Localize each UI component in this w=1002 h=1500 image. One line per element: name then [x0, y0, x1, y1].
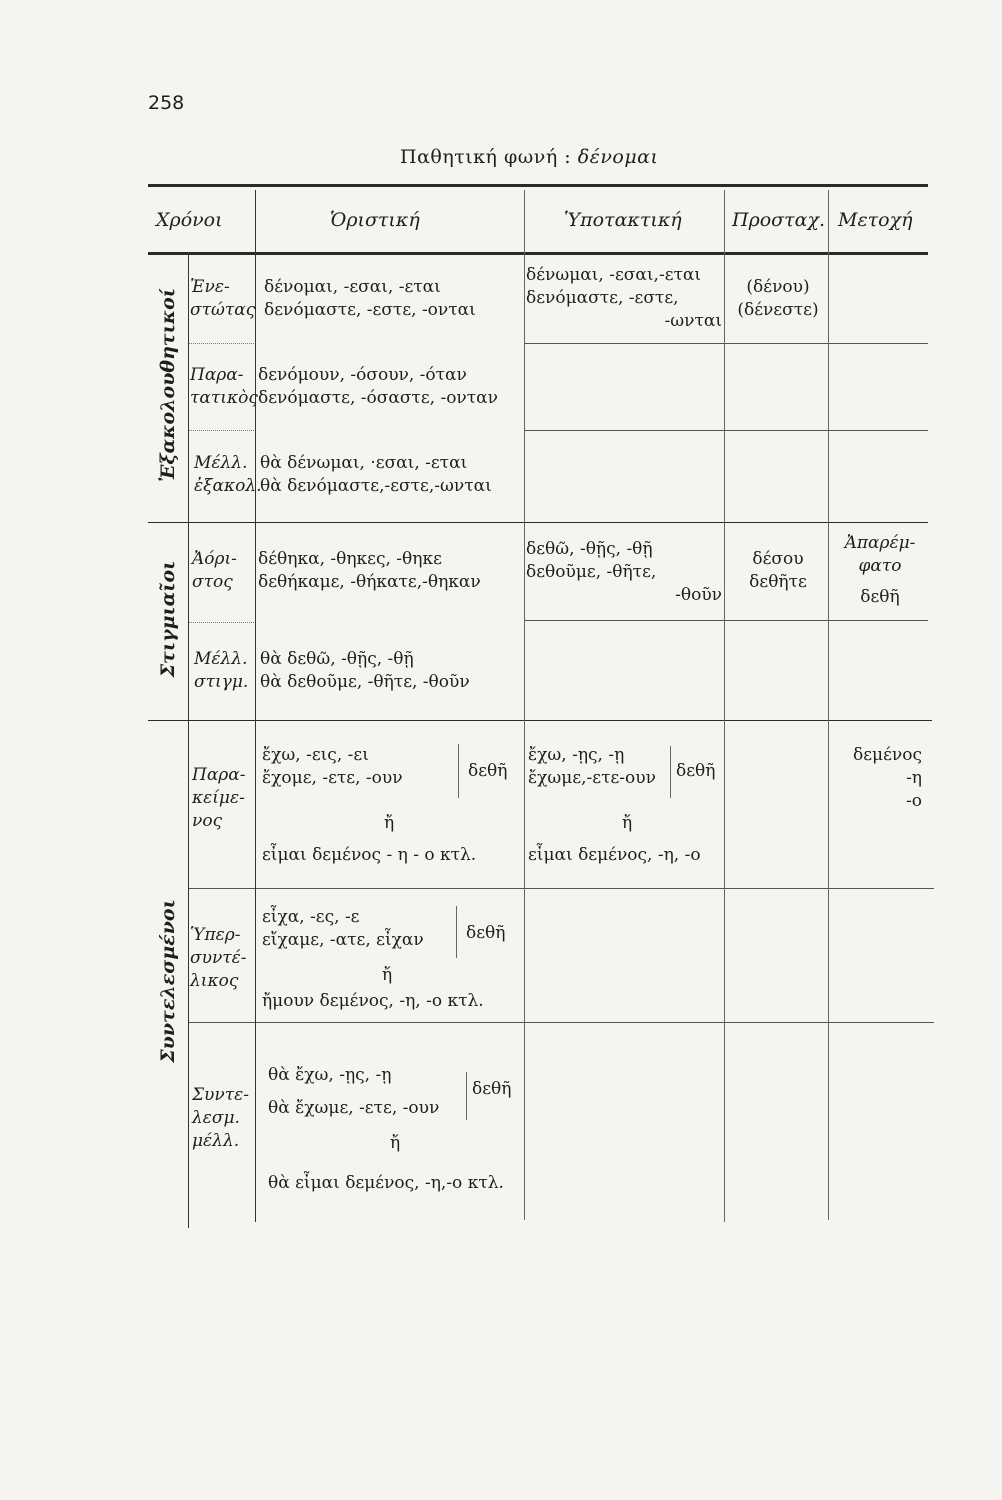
- row-sep: [188, 888, 934, 889]
- form-line: θὰ ἔχωμε, -ετε, -ουν: [268, 1098, 440, 1118]
- form-line: ἔχομε, -ετε, -ουν: [262, 768, 403, 788]
- form-line: δεθῶ, -θῇς, -θῇ: [526, 539, 653, 559]
- form-line: δενόμουν, -όσουν, -όταν: [258, 365, 467, 385]
- brace-rule: [458, 744, 459, 798]
- tense-perfect: [192, 764, 246, 833]
- tense-line: Ἀόρι-: [192, 549, 237, 569]
- row-sep: [524, 430, 928, 431]
- header-imperative: Προσταχ.: [732, 209, 826, 231]
- form-line: δένωμαι, -εσαι,-εται: [526, 265, 702, 285]
- form-line: δενόμαστε, -όσαστε, -ονταν: [258, 388, 498, 408]
- page-number: 258: [148, 92, 185, 114]
- form-line: δένομαι, -εσαι, -εται: [264, 277, 441, 297]
- brace-rule: [466, 1072, 467, 1120]
- header-indicative: Ὁριστική: [330, 209, 420, 231]
- tense-line: στιγμ.: [194, 672, 249, 692]
- pluperfect-indicative-or: ἤ: [382, 965, 393, 985]
- tense-line: λικος: [190, 971, 239, 991]
- participle-form: -ο: [906, 791, 922, 811]
- participle-form: δεμένος: [853, 745, 922, 765]
- tense-future-continuous: [194, 452, 262, 498]
- tense-aorist: [192, 548, 237, 594]
- tense-line: νος: [192, 811, 223, 831]
- tense-line: κείμε-: [192, 788, 245, 808]
- pluperfect-indicative-participle: δεθῆ: [466, 923, 506, 943]
- perfect-subjunctive-participle: δεθῆ: [676, 761, 716, 781]
- aorist-participle: [830, 532, 930, 609]
- form-line: -ωνται: [664, 311, 722, 331]
- row-sep: [524, 343, 928, 344]
- tense-line: συντέ-: [190, 948, 247, 968]
- title-verb: δένομαι: [577, 146, 659, 168]
- imperative-col-rule: [828, 190, 829, 1220]
- future-perfect-indicative-participle: δεθῆ: [472, 1079, 512, 1099]
- future-momentary-indicative: [260, 648, 470, 694]
- form-line: δενόμαστε, -εστε, -ονται: [264, 300, 476, 320]
- dotted-sep: [188, 622, 254, 623]
- form-line: δεθήκαμε, -θήκατε,-θηκαν: [258, 572, 481, 592]
- group-col-rule: [188, 252, 189, 1228]
- table-top-rule: [148, 184, 928, 187]
- aorist-imperative: [728, 548, 828, 594]
- header-tenses: Χρόνοι: [156, 209, 223, 231]
- header-participle: Μετοχή: [838, 209, 913, 231]
- form-line: θὰ ἔχω, -ῃς, -ῃ: [268, 1065, 392, 1085]
- perfect-subjunctive-alt: εἶμαι δεμένος, -η, -ο: [528, 845, 701, 865]
- form-line: θὰ δενόμαστε,-εστε,-ωνται: [260, 476, 492, 496]
- form-line: εἴχαμε, -ατε, εἶχαν: [262, 930, 424, 950]
- tense-line: Μέλλ.: [194, 453, 248, 473]
- imperfect-indicative: [258, 364, 498, 410]
- form-line: θὰ δεθοῦμε, -θῆτε, -θοῦν: [260, 672, 470, 692]
- tense-line: Συντε-: [192, 1085, 249, 1105]
- form-line: δεθοῦμε, -θῆτε,: [526, 562, 657, 582]
- tense-line: μέλλ.: [192, 1131, 240, 1151]
- perfect-indicative-participle: δεθῆ: [468, 761, 508, 781]
- tense-line: λεσμ.: [192, 1108, 240, 1128]
- tense-line: Μέλλ.: [194, 649, 248, 669]
- future-perfect-indicative-or: ἤ: [390, 1133, 401, 1153]
- form-line: δεθῆτε: [749, 572, 807, 592]
- future-perfect-indicative-alt: θὰ εἶμαι δεμένος, -η,-ο κτλ.: [268, 1173, 504, 1193]
- tense-line: Παρα-: [190, 365, 244, 385]
- present-subjunctive: [526, 264, 722, 333]
- tense-line: στώτας: [190, 300, 256, 320]
- future-continuous-indicative: [260, 452, 492, 498]
- perfect-indicative-or: ἤ: [384, 813, 395, 833]
- tense-line: Παρα-: [192, 765, 246, 785]
- tense-col-rule: [255, 190, 256, 1222]
- tense-future-momentary: [194, 648, 248, 694]
- form-line: δέθηκα, -θηκες, -θηκε: [258, 549, 442, 569]
- page-title: [400, 146, 658, 168]
- header-rule: [148, 252, 928, 255]
- header-subjunctive: Ὑποτακτική: [564, 209, 682, 231]
- title-text: Παθητική φωνή :: [400, 146, 578, 168]
- tense-line: ἐξακολ.: [194, 476, 262, 496]
- tense-future-perfect: [192, 1084, 249, 1153]
- tense-line: στος: [192, 572, 233, 592]
- tense-line: τατικὸς: [190, 388, 258, 408]
- form-line: ἔχω, -εις, -ει: [262, 745, 369, 765]
- form-line: (δένου): [746, 277, 810, 297]
- infinitive-label: Ἀπαρέμ-: [844, 533, 916, 553]
- form-line: ἔχωμε,-ετε-ουν: [528, 768, 656, 788]
- form-line: (δένεστε): [737, 300, 819, 320]
- perfect-participle: [840, 744, 922, 813]
- row-sep: [524, 620, 928, 621]
- tense-line: Ὑπερ-: [190, 925, 241, 945]
- subjunctive-col-rule: [724, 190, 725, 1222]
- dotted-sep: [188, 430, 254, 431]
- participle-form: -η: [906, 768, 922, 788]
- infinitive-label: φατο: [858, 556, 902, 576]
- form-line: θὰ δεθῶ, -θῇς, -θῇ: [260, 649, 414, 669]
- dotted-sep: [188, 343, 254, 344]
- group-label-momentary: Στιγμιαῖοι: [157, 560, 179, 678]
- tense-pluperfect: [190, 924, 247, 993]
- group-label-perfect: Συντελεσμένοι: [157, 899, 179, 1063]
- perfect-indicative-alt: εἶμαι δεμένος - η - ο κτλ.: [262, 845, 477, 865]
- indicative-col-rule: [524, 190, 525, 1220]
- tense-imperfect: [190, 364, 258, 410]
- present-imperative: [728, 276, 828, 322]
- perfect-indicative-aux: [262, 744, 403, 790]
- present-indicative: [264, 276, 476, 322]
- aorist-indicative: [258, 548, 481, 594]
- pluperfect-indicative-aux: [262, 906, 424, 952]
- form-line: ἔχω, -ῃς, -ῃ: [528, 745, 625, 765]
- group-rule-2: [148, 720, 932, 721]
- infinitive-form: δεθῆ: [860, 587, 900, 607]
- form-line: -θοῦν: [675, 585, 722, 605]
- row-sep: [188, 1022, 934, 1023]
- brace-rule: [670, 746, 671, 798]
- perfect-subjunctive-aux: [528, 744, 656, 790]
- form-line: θὰ δένωμαι, ·εσαι, -εται: [260, 453, 468, 473]
- future-perfect-indicative-aux: [268, 1064, 439, 1120]
- group-label-continuous: Ἐξακολουθητικοί: [157, 288, 179, 482]
- perfect-subjunctive-or: ἤ: [622, 813, 633, 833]
- form-line: δέσου: [752, 549, 804, 569]
- pluperfect-indicative-alt: ἤμουν δεμένος, -η, -ο κτλ.: [262, 991, 484, 1011]
- brace-rule: [456, 906, 457, 958]
- form-line: δενόμαστε, -εστε,: [526, 288, 679, 308]
- tense-present: [190, 276, 255, 322]
- aorist-subjunctive: [526, 538, 722, 607]
- form-line: εἶχα, -ες, -ε: [262, 907, 360, 927]
- tense-line: Ἐνε-: [190, 277, 230, 297]
- group-rule-1: [148, 522, 928, 523]
